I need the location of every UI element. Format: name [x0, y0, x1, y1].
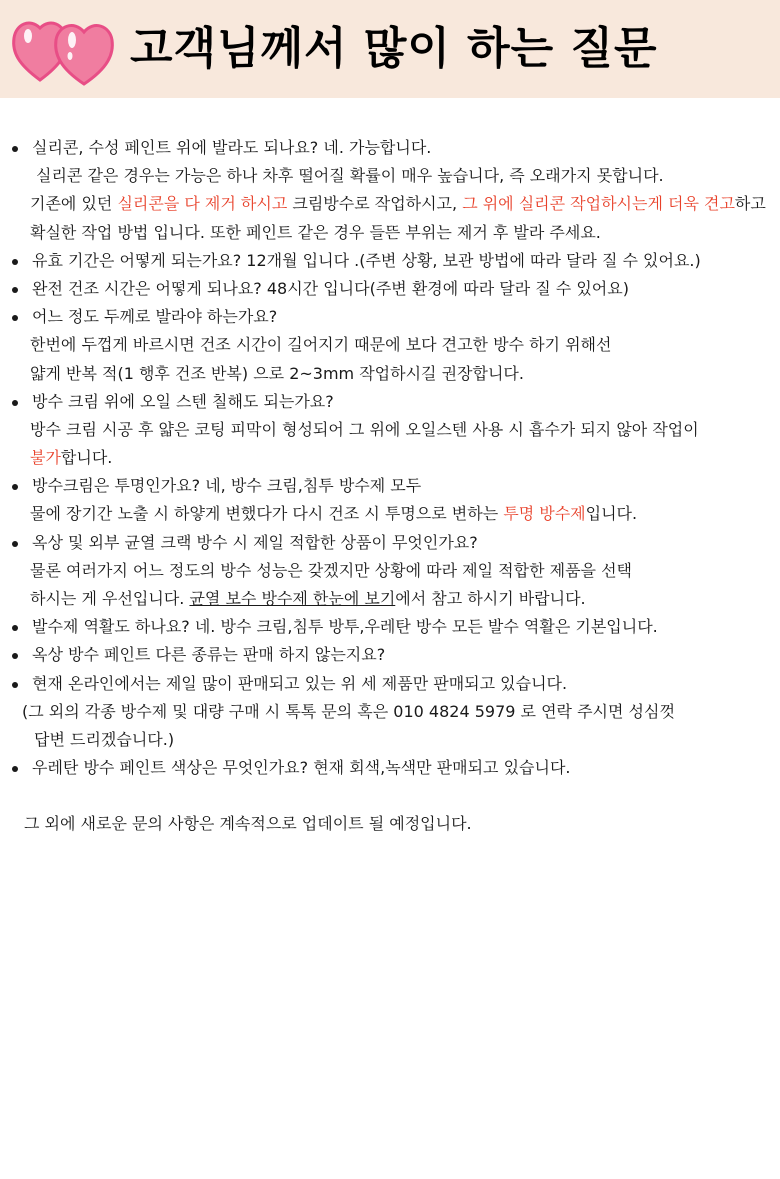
faq-text: 기존에 있던 실리콘을 다 제거 하시고 크림방수로 작업하시고, 그 위에 실리콘 작업하시는게 더욱 견고하고 [30, 194, 766, 214]
footer-note: 그 외에 새로운 문의 사항은 계속적으로 업데이트 될 예정입니다. [24, 814, 472, 834]
page-title: 고객님께서 많이 하는 질문 [130, 23, 658, 74]
faq-text: 완전 건조 시간은 어떻게 되나요? 48시간 입니다(주변 환경에 따라 달라 질 수 있어요) [32, 278, 629, 298]
faq-item-1-cont [0, 162, 780, 190]
faq-text: 옥상 및 외부 균열 크랙 방수 시 제일 적합한 상품이 무엇인가요? [32, 532, 478, 552]
highlight-text: 그 위에 실리콘 작업하시는게 더욱 견고 [462, 194, 735, 214]
faq-item-8 [0, 613, 780, 641]
faq-item-7-cont [0, 557, 780, 585]
faq-text: 확실한 작업 방법 입니다. 또한 페인트 같은 경우 들뜬 부위는 제거 후 발라 주세요. [30, 222, 601, 242]
faq-text: 발수제 역활도 하나요? 네. 방수 크림,침투 방투,우레탄 방수 모든 발수 역활은 기본입니다. [32, 617, 658, 637]
faq-item-7-cont [0, 585, 780, 613]
faq-item-6-cont [0, 500, 780, 528]
faq-item-6 [0, 472, 780, 500]
faq-item-2 [0, 247, 780, 275]
faq-item-3 [0, 275, 780, 303]
faq-text: 실리콘 같은 경우는 가능은 하나 차후 떨어질 확률이 매우 높습니다, 즉 오래가지 못합니다. [36, 166, 664, 186]
faq-text: 하시는 게 우선입니다. 균열 보수 방수제 한눈에 보기에서 참고 하시기 바랍니다. [30, 589, 586, 608]
page-header [0, 0, 780, 98]
faq-text: 옥상 방수 페인트 다른 종류는 판매 하지 않는지요? [32, 645, 386, 665]
faq-list [0, 134, 780, 839]
faq-item-1 [0, 134, 780, 162]
faq-text: 방수 크림 위에 오일 스텐 칠해도 되는가요? [32, 391, 334, 411]
faq-text: 얇게 반복 적(1 행후 건조 반복) 으로 2~3mm 작업하시길 권장합니다. [30, 363, 524, 383]
faq-text: (그 외의 각종 방수제 및 대량 구매 시 톡톡 문의 혹은 010 4824 5979 로 연락 주시면 성심껏 [22, 701, 675, 721]
faq-item-5-cont [0, 416, 780, 444]
faq-text: 실리콘, 수성 페인트 위에 발라도 되나요? 네. 가능합니다. [32, 138, 432, 157]
faq-text: 어느 정도 두께로 발라야 하는가요? [32, 307, 278, 327]
faq-item-4 [0, 303, 780, 331]
highlight-text: 투명 방수제 [503, 504, 586, 524]
highlight-text: 실리콘을 다 제거 하시고 [117, 194, 288, 214]
faq-item-1-cont [0, 190, 780, 218]
faq-text: 현재 온라인에서는 제일 많이 판매되고 있는 위 세 제품만 판매되고 있습니다. [32, 673, 568, 693]
faq-item-11 [0, 754, 780, 782]
faq-item-9 [0, 641, 780, 669]
faq-item-10 [0, 670, 780, 698]
hearts-icon [10, 8, 120, 88]
faq-item-4-cont [0, 360, 780, 388]
faq-item-1-cont [0, 219, 780, 247]
faq-text: 한번에 두껍게 바르시면 건조 시간이 길어지기 때문에 보다 견고한 방수 하기 위해선 [30, 335, 612, 355]
faq-item-5 [0, 388, 780, 416]
crack-repair-link[interactable]: 균열 보수 방수제 한눈에 보기 [189, 589, 396, 608]
faq-text: 답변 드리겠습니다.) [34, 729, 175, 749]
highlight-text: 불가 [30, 448, 61, 468]
faq-item-5-cont [0, 444, 780, 472]
faq-text: 방수 크림 시공 후 얇은 코팅 피막이 형성되어 그 위에 오일스텐 사용 시 흡수가 되지 않아 작업이 [30, 419, 699, 439]
faq-text: 유효 기간은 어떻게 되는가요? 12개월 입니다 .(주변 상황, 보관 방법에 따라 달라 질 수 있어요.) [32, 250, 701, 270]
faq-item-10-cont [0, 726, 780, 754]
faq-text: 방수크림은 투명인가요? 네, 방수 크림,침투 방수제 모두 [32, 476, 422, 496]
faq-item-10-cont [0, 698, 780, 726]
faq-text: 우레탄 방수 페인트 색상은 무엇인가요? 현재 회색,녹색만 판매되고 있습니다. [32, 758, 571, 778]
faq-item-7 [0, 529, 780, 557]
faq-text: 물론 여러가지 어느 정도의 방수 성능은 갖겠지만 상황에 따라 제일 적합한 제품을 선택 [30, 560, 632, 580]
faq-text: 불가합니다. [30, 448, 113, 468]
footer-note-line [0, 810, 780, 838]
faq-item-4-cont [0, 331, 780, 359]
faq-text: 물에 장기간 노출 시 하얗게 변했다가 다시 건조 시 투명으로 변하는 투명 방수제입니다. [30, 504, 638, 524]
